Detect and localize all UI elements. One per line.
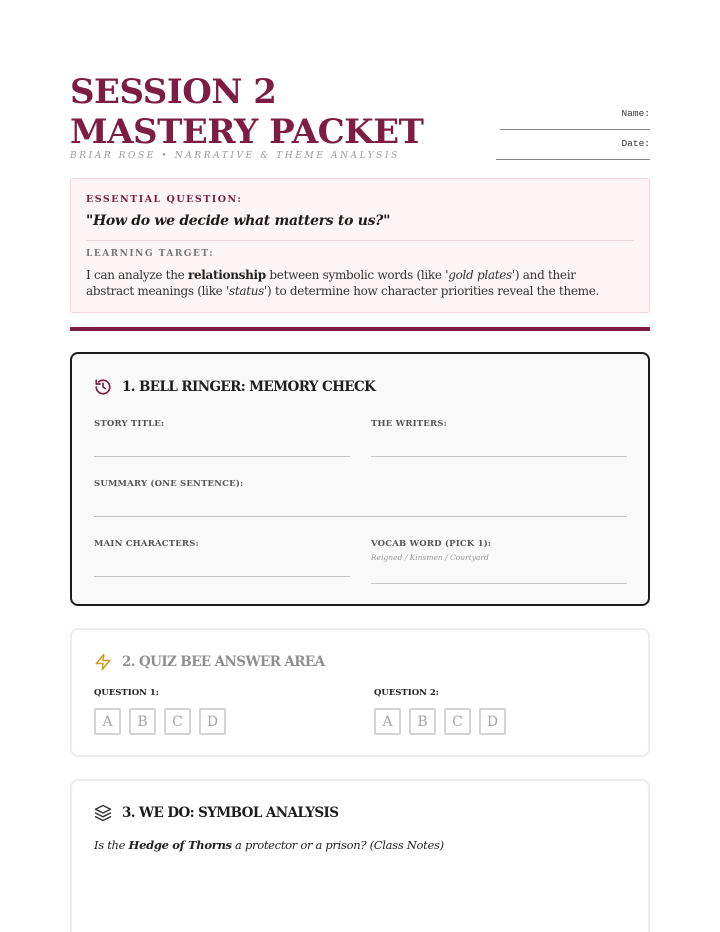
history-icon (94, 378, 112, 396)
essential-question-box (70, 178, 650, 313)
section-title: 3. WE DO: SYMBOL ANALYSIS (122, 805, 339, 821)
date-line[interactable] (496, 159, 650, 160)
page-subtitle: BRIAR ROSE • NARRATIVE & THEME ANALYSIS (70, 151, 400, 161)
summary-label: SUMMARY (ONE SENTENCE): (94, 479, 244, 489)
lightning-icon (94, 653, 112, 671)
symbol-analysis-card (70, 779, 650, 932)
q1-option-b[interactable]: B (129, 708, 156, 735)
divider (86, 240, 634, 241)
q2-option-c[interactable]: C (444, 708, 471, 735)
main-characters-label: MAIN CHARACTERS: (94, 539, 199, 549)
story-title-input[interactable] (94, 456, 350, 457)
section-header (94, 378, 375, 396)
question-1-label: QUESTION 1: (94, 688, 159, 698)
name-label: Name: (621, 108, 650, 119)
vocab-word-input[interactable] (371, 583, 627, 584)
learning-target-text: I can analyze the relationship between symbolic words (like 'gold plates') and their abstract meanings (like 'status') to determine how character priorities reveal the theme. (86, 268, 600, 298)
q1-option-a[interactable]: A (94, 708, 121, 735)
main-characters-input[interactable] (94, 576, 350, 577)
learning-target-label: LEARNING TARGET: (86, 249, 215, 259)
question-2-label: QUESTION 2: (374, 688, 439, 698)
section-title: 2. QUIZ BEE ANSWER AREA (122, 654, 325, 670)
writers-label: THE WRITERS: (371, 419, 447, 429)
vocab-word-label: VOCAB WORD (PICK 1): (371, 539, 492, 549)
bell-ringer-card (70, 352, 650, 606)
q2-option-d[interactable]: D (479, 708, 506, 735)
q1-option-c[interactable]: C (164, 708, 191, 735)
section-header (94, 804, 338, 822)
section-title: 1. BELL RINGER: MEMORY CHECK (122, 379, 376, 395)
q1-option-d[interactable]: D (199, 708, 226, 735)
q2-option-a[interactable]: A (374, 708, 401, 735)
summary-input[interactable] (94, 516, 627, 517)
section-header (94, 653, 324, 671)
symbol-analysis-prompt: Is the Hedge of Thorns a protector or a prison? (Class Notes) (94, 838, 444, 852)
essential-question-label: ESSENTIAL QUESTION: (86, 194, 243, 205)
section-divider-rule (70, 327, 650, 331)
date-label: Date: (621, 138, 650, 149)
layers-icon (94, 804, 112, 822)
page-title: SESSION 2 MASTERY PACKET (70, 72, 424, 152)
vocab-word-hint: Reigned / Kinsmen / Courtyard (371, 553, 489, 562)
essential-question-text: "How do we decide what matters to us?" (86, 213, 391, 229)
quiz-bee-card (70, 628, 650, 757)
q2-option-b[interactable]: B (409, 708, 436, 735)
name-line[interactable] (500, 129, 650, 130)
writers-input[interactable] (371, 456, 627, 457)
story-title-label: STORY TITLE: (94, 419, 165, 429)
